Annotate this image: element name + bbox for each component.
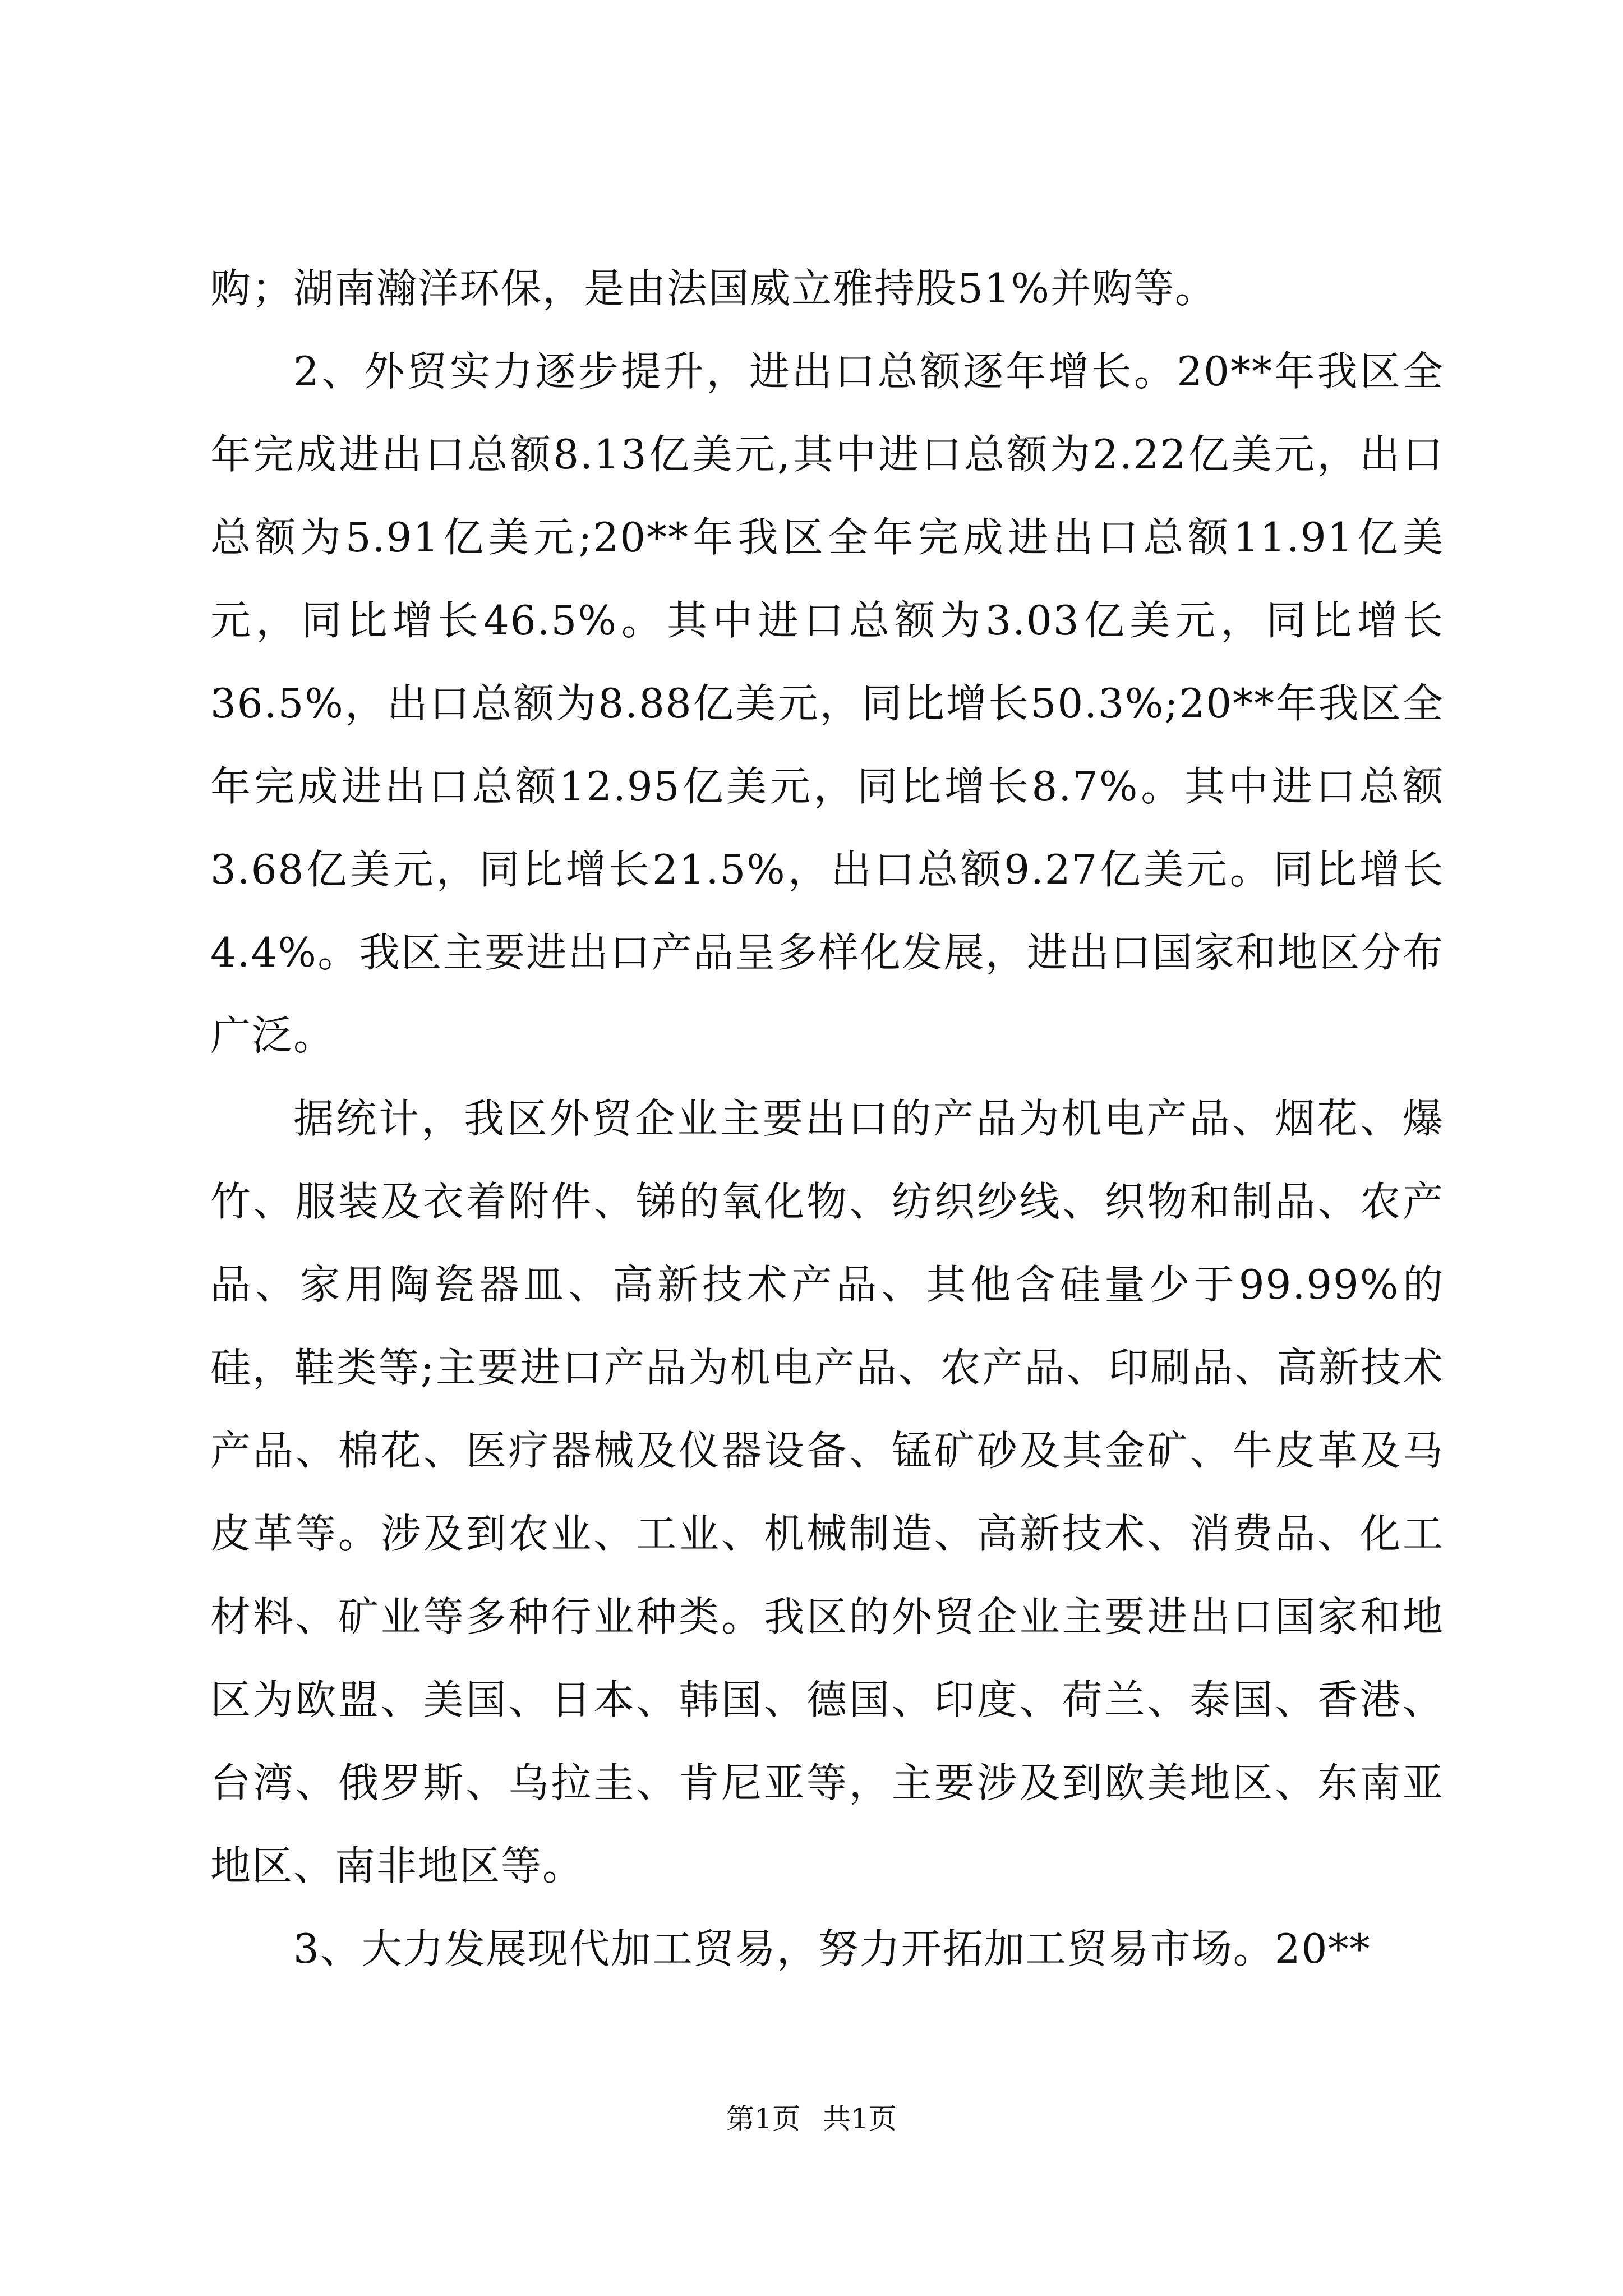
document-body [210,247,1444,1990]
current-page-label: 第1页 [726,2102,801,2135]
paragraph-2: 2、外贸实力逐步提升，进出口总额逐年增长。20**年我区全年完成进出口总额8.13亿美元,其中进口总额为2.22亿美元，出口总额为5.91亿美元;20**年我区全年完成进出口总额11.91亿美元，同比增长46.5%。其中进口总额为3.03亿美元，同比增长36.5%，出口总额为8.88亿美元，同比增长50.3%;20**年我区全年完成进出口总额12.95亿美元，同比增长8.7%。其中进口总额3.68亿美元，同比增长21.5%，出口总额9.27亿美元。同比增长4.4%。我区主要进出口产品呈多样化发展，进出口国家和地区分布广泛。 [210,348,1444,1059]
paragraph-1: 购；湖南瀚洋环保，是由法国威立雅持股51%并购等。 [210,265,1217,312]
paragraph-3: 据统计，我区外贸企业主要出口的产品为机电产品、烟花、爆竹、服装及衣着附件、锑的氧化物、纺织纱线、织物和制品、农产品、家用陶瓷器皿、高新技术产品、其他含硅量少于99.99%的硅，鞋类等;主要进口产品为机电产品、农产品、印刷品、高新技术产品、棉花、医疗器械及仪器设备、锰矿砂及其金矿、牛皮革及马皮革等。涉及到农业、工业、机械制造、高新技术、消费品、化工材料、矿业等多种行业种类。我区的外贸企业主要进出口国家和地区为欧盟、美国、日本、韩国、德国、印度、荷兰、泰国、香港、台湾、俄罗斯、乌拉圭、肯尼亚等，主要涉及到欧美地区、东南亚地区、南非地区等。 [210,1095,1444,1889]
total-pages-label: 共1页 [822,2102,897,2135]
paragraph-4: 3、大力发展现代加工贸易，努力开拓加工贸易市场。20** [293,1925,1371,1972]
page-footer [0,2099,1623,2138]
